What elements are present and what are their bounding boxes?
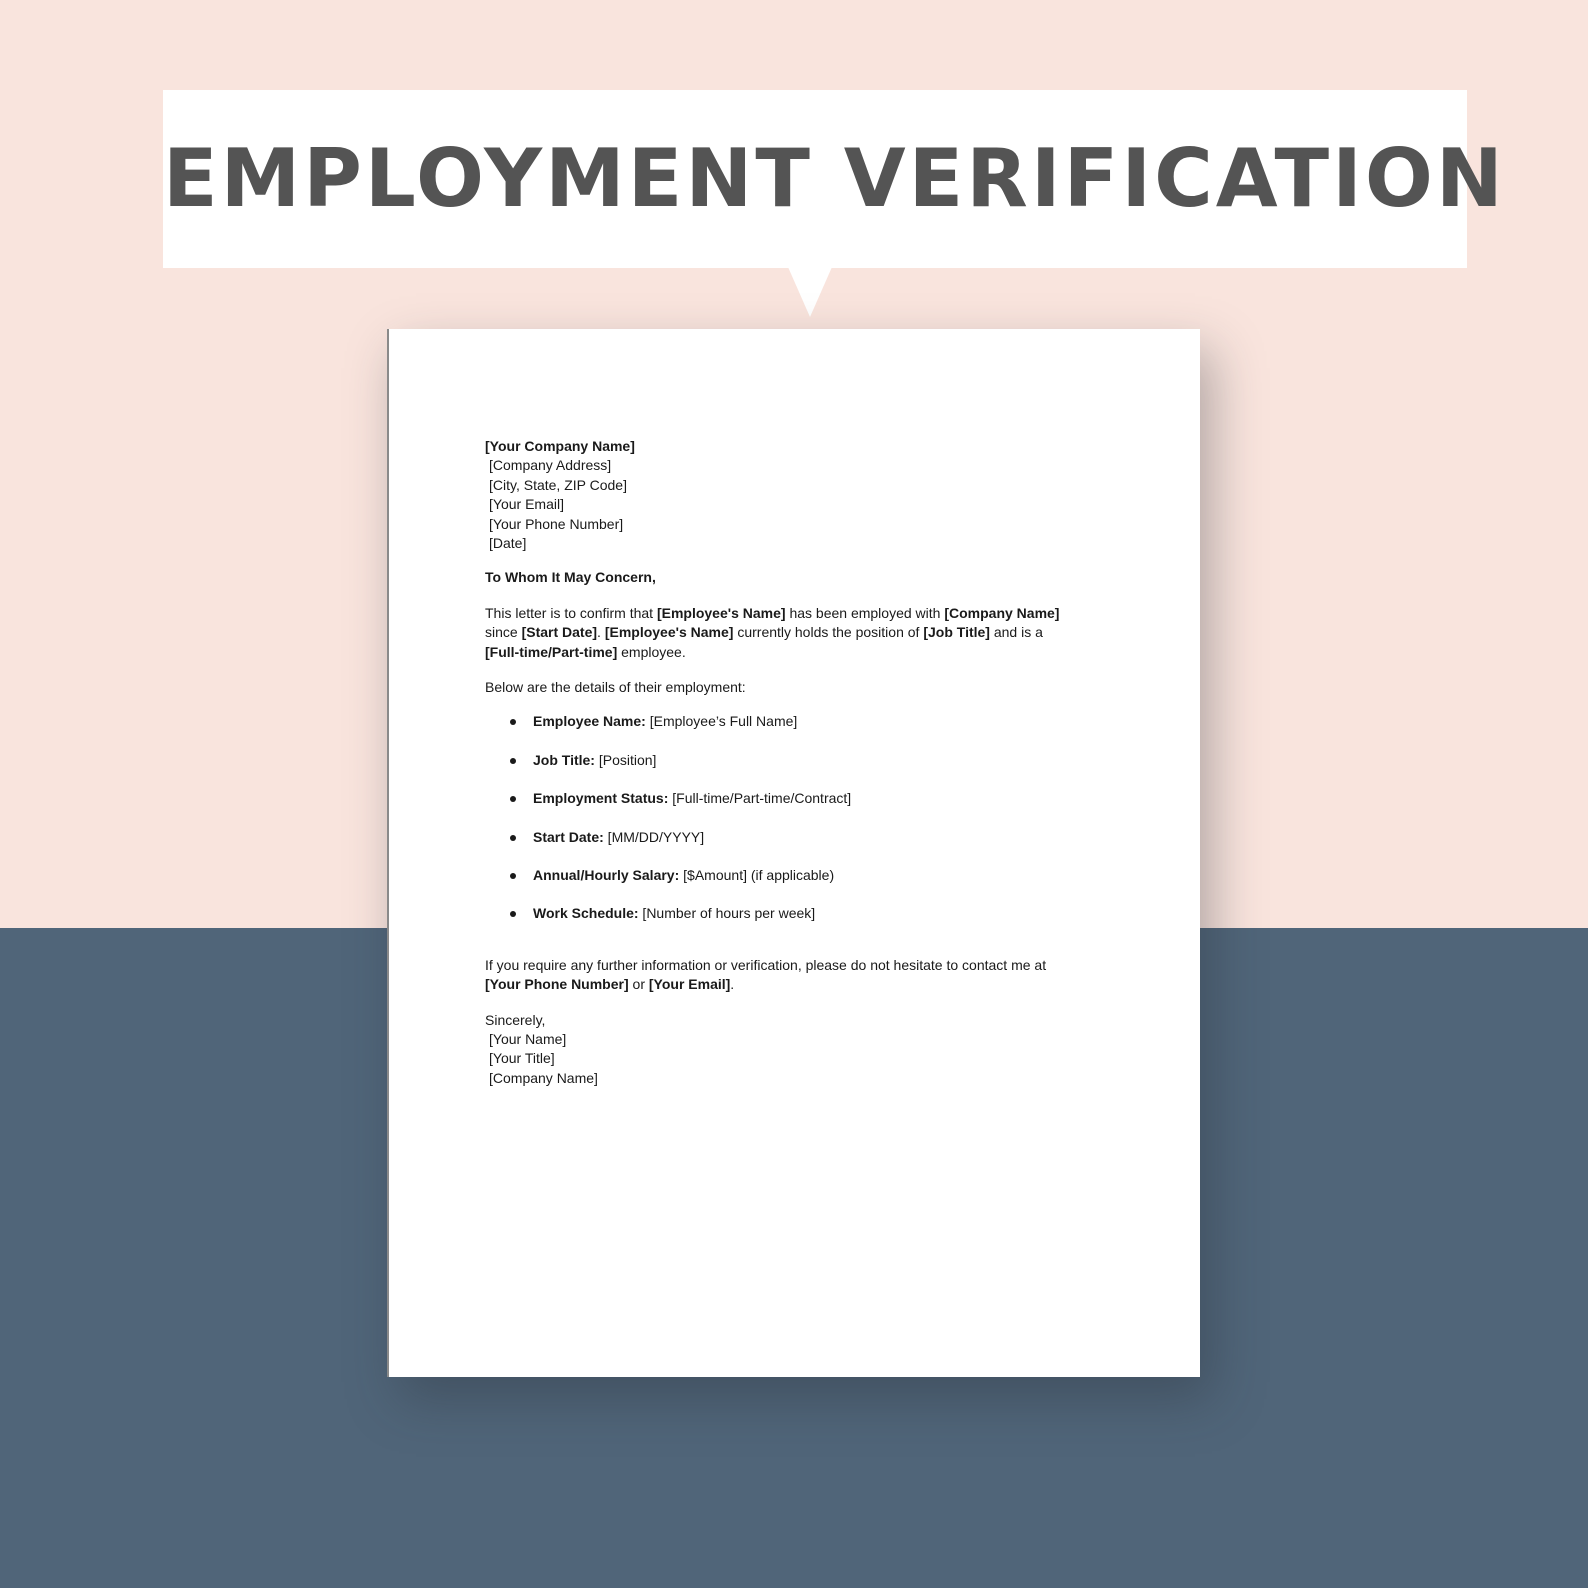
sender-company: [Your Company Name] bbox=[485, 438, 635, 454]
sender-phone: [Your Phone Number] bbox=[489, 515, 624, 532]
letter-content bbox=[485, 437, 1105, 1088]
signer-name: [Your Name] bbox=[489, 1031, 567, 1048]
sender-city: [City, State, ZIP Code] bbox=[489, 476, 627, 493]
sender-email: [Your Email] bbox=[489, 496, 564, 513]
sender-address: [Company Address] bbox=[489, 457, 612, 474]
letter-date: [Date] bbox=[489, 535, 527, 552]
bullet-icon bbox=[510, 911, 516, 917]
list-item: Employment Status: [Full-time/Part-time/Contract] bbox=[485, 789, 1105, 808]
bullet-icon bbox=[510, 758, 516, 764]
details-intro: Below are the details of their employment: bbox=[485, 679, 746, 696]
valediction: Sincerely, bbox=[485, 1011, 546, 1028]
list-item: Job Title: [Position] bbox=[485, 751, 1105, 770]
body-paragraph: This letter is to confirm that [Employee's Name] has been employed with [Company Name] since [Start Date]. [Employee's Name] currently holds the position of [Job Title] and is a [Full-time/Part-time] employee. bbox=[485, 604, 1060, 660]
letter-document bbox=[387, 329, 1200, 1377]
bullet-icon bbox=[510, 719, 516, 725]
page-title: EMPLOYMENT VERIFICATION bbox=[163, 132, 1506, 225]
bullet-icon bbox=[510, 873, 516, 879]
signer-company: [Company Name] bbox=[489, 1069, 598, 1086]
list-item: Work Schedule: [Number of hours per week] bbox=[485, 904, 1105, 923]
greeting: To Whom It May Concern, bbox=[485, 569, 656, 586]
list-item: Employee Name: [Employee’s Full Name] bbox=[485, 712, 1105, 731]
bullet-icon bbox=[510, 796, 516, 802]
closing-paragraph: If you require any further information or verification, please do not hesitate to contact me at [Your Phone Number] or [Your Email]. bbox=[485, 956, 1047, 993]
signer-title: [Your Title] bbox=[489, 1050, 555, 1067]
list-item: Annual/Hourly Salary: [$Amount] (if applicable) bbox=[485, 866, 1105, 885]
bullet-icon bbox=[510, 835, 516, 841]
banner-pointer bbox=[788, 267, 832, 317]
details-list bbox=[485, 712, 1105, 923]
list-item: Start Date: [MM/DD/YYYY] bbox=[485, 828, 1105, 847]
